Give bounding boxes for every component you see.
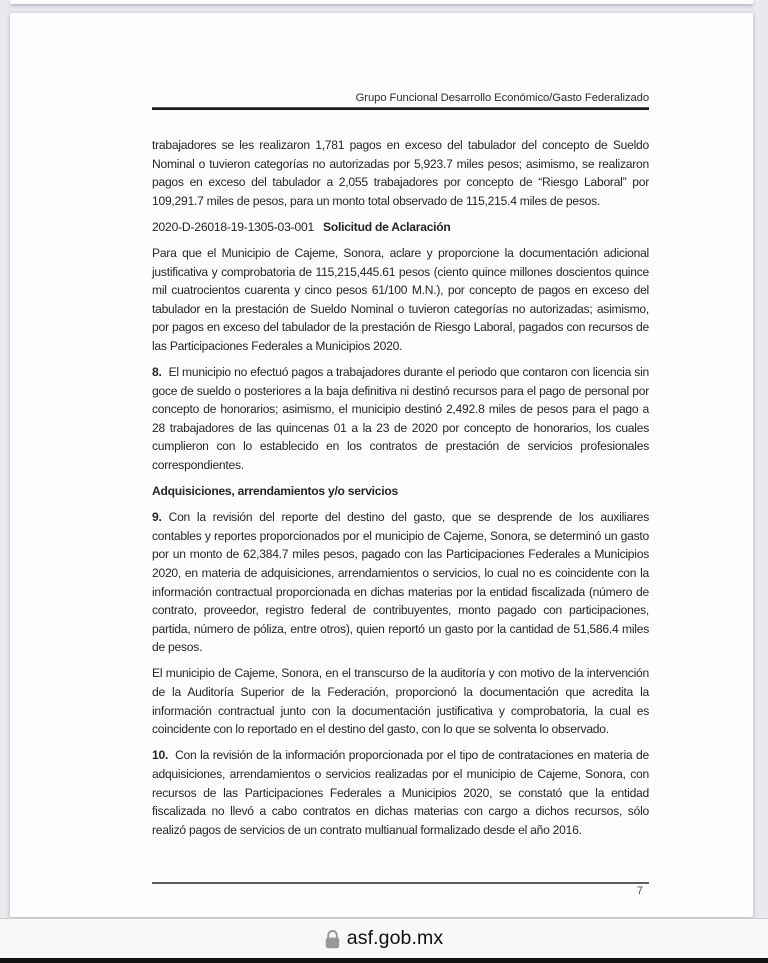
numbered-paragraph [152,508,649,657]
document-header [152,92,649,110]
document-body [152,136,649,847]
document-footer [152,882,649,897]
paragraph-number: 10. [152,748,169,763]
page-number: 7 [636,885,643,897]
paragraph-text: Con la revisión del reporte del destino del gasto, que se desprende de los auxiliares contables y reportes proporcionados por el municipio de Cajeme, Sonora, se determinó un gasto por un monto de 62,384.7 miles pesos, pagado con las Participaciones Federales a Municipios 2020, en materia de adquisiciones, arrendamientos o servicios, lo cual no es coincidente con la información contractual proporcionada en dichas materias por la entidad fiscalizada (número de contrato, proveedor, registro federal de contribuyentes, monto pagado con participaciones, partida, número de póliza, entre otros), quien reportó un gasto por la cantidad de 51,586.4 miles de pesos. [152,510,649,655]
audit-code-title: Solicitud de Aclaración [323,219,451,234]
audit-code: 2020-D-26018-19-1305-03-001 [152,219,315,234]
numbered-paragraph [152,746,649,839]
paragraph: El municipio de Cajeme, Sonora, en el transcurso de la auditoría y con motivo de la intervención de la Auditoría Superior de la Federación, proporcionó la documentación que acredita la información contractual junto con la documentación justificativa y comprobatoria, la cual es coincidente con lo reportado en el destino del gasto, con lo que se solventa lo observado. [152,666,649,737]
numbered-paragraph [152,363,649,475]
previous-page-edge [10,0,753,4]
running-header: Grupo Funcional Desarrollo Económico/Gasto Federalizado [355,92,649,104]
paragraph-text: Con la revisión de la información proporcionada por el tipo de contrataciones en materia de adquisiciones, arrendamientos o servicios realizadas por el municipio de Cajeme, Sonora, con recursos de las Participaciones Federales a Municipios 2020, se constató que la entidad fiscalizada no llevó a cabo contratos en dichas materias con cargo a dichos recursos, sólo realizó pagos de servicios de un contrato multianual formalizado desde el año 2016. [152,748,649,837]
paragraph: Para que el Municipio de Cajeme, Sonora, aclare y proporcione la documentación adicional justificativa y comprobatoria de 115,215,445.61 pesos (ciento quince millones doscientos quince mil cuatrocientos cuarenta y cinco pesos 61/100 M.N.), por concepto de pagos en exceso del tabulador en la prestación de Sueldo Nominal o tuvieron categorías no autorizadas; asimismo, por pagos en exceso del tabulador de la prestación de Riesgo Laboral, pagados con recursos de las Participaciones Federales a Municipios 2020. [152,245,649,353]
document-page [10,13,753,917]
paragraph: trabajadores se les realizaron 1,781 pagos en exceso del tabulador del concepto de Sueldo Nominal o tuvieron categorías no autorizadas por 5,923.7 miles pesos; asimismo, se realizaron pagos en exceso del tabulador a 2,055 trabajadores por concepto de “Riesgo Laboral” por 109,291.7 miles de pesos, para un monto total observado de 115,215.4 miles de pesos. [152,138,649,208]
header-rule [152,107,649,110]
paragraph-text: El municipio no efectuó pagos a trabajadores durante el periodo que contaron con licencia sin goce de sueldo o posteriores a la baja definitiva ni destinó recursos para el pago de personal por concepto de honorarios; asimismo, el municipio destinó 2,492.8 miles de pesos para el pago a 28 trabajadores de las quincenas 01 a la 23 de 2020 por concepto de honorarios, los cuales cumplieron con lo establecido en los contratos de prestación de servicios profesionales correspondientes. [152,365,649,472]
url-text: asf.gob.mx [346,927,444,949]
audit-code-heading [152,218,649,237]
browser-url-bar[interactable] [0,918,768,958]
footer-rule [152,882,649,884]
section-heading: Adquisiciones, arrendamientos y/o servicios [152,484,398,499]
paragraph-number: 9. [152,510,162,525]
paragraph-number: 8. [152,365,162,380]
bottom-black-strip [0,958,768,963]
lock-icon [325,930,340,949]
